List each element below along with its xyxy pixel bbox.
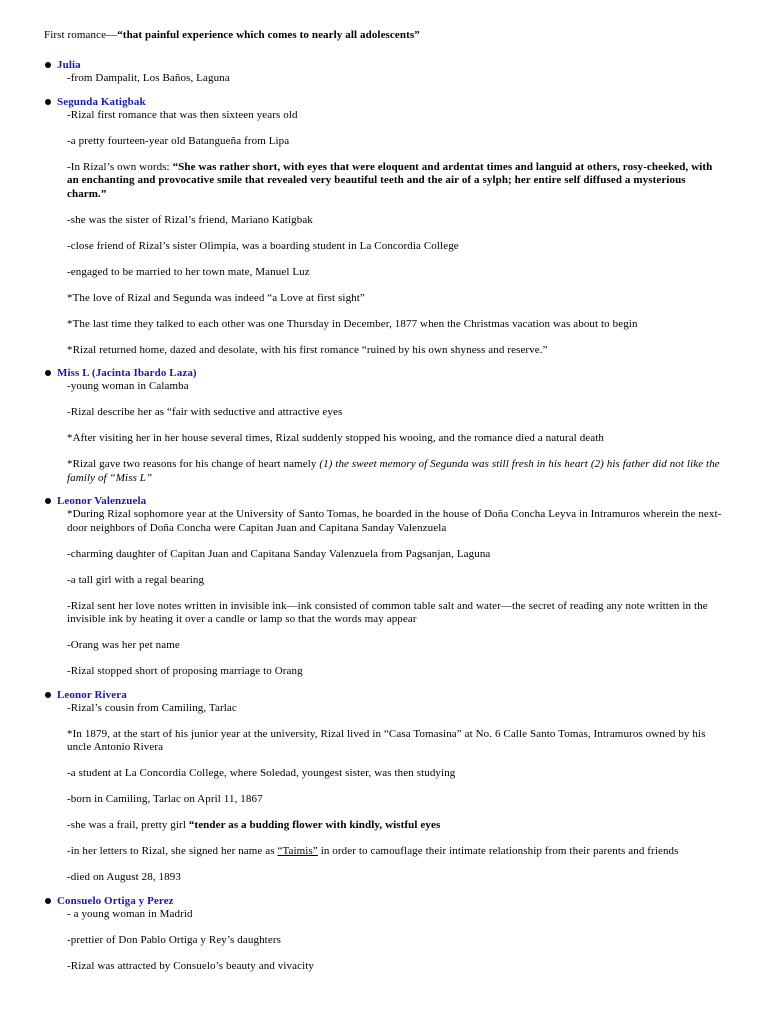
note-text: “Taimis” [277, 845, 318, 857]
note-line [67, 934, 724, 948]
note-line [67, 793, 724, 807]
note-line [67, 508, 724, 535]
note-text: *Rizal returned home, dazed and desolate, with his first romance “ruined by his own shyness and reserve.” [67, 343, 548, 356]
note-text: “tender as a budding flower with kindly, wistful eyes [188, 819, 441, 831]
person-heading [44, 894, 724, 908]
note-text: -a student at La Concordia College, where Soledad, youngest sister, was then studying [67, 767, 456, 779]
note-line [67, 292, 724, 306]
notes-list [44, 702, 724, 885]
note-line [67, 72, 724, 86]
person-section [44, 95, 724, 358]
note-line [67, 135, 724, 149]
person-name: Julia [57, 59, 81, 71]
note-text: (1) the sweet memory of Segunda was still fresh in his heart (2) his father did not like the family of “Miss L” [67, 458, 720, 484]
note-line [67, 432, 724, 446]
note-text: -In Rizal’s own words: [67, 160, 173, 173]
notes-list [44, 72, 724, 86]
note-text: -Rizal was attracted by Consuelo’s beauty and vivacity [67, 959, 315, 972]
person-name: Segunda Katigbak [57, 95, 146, 108]
person-heading [44, 366, 724, 380]
note-text: -close friend of Rizal’s sister Olimpia, was a boarding student in La Concordia College [67, 239, 459, 252]
intro-line [44, 28, 724, 42]
note-text: -Rizal describe her as “fair with seductive and attractive eyes [67, 406, 343, 418]
note-text: *The last time they talked to each other was one Thursday in December, 1877 when the Christmas vacation was about to begin [67, 317, 638, 330]
person-section [44, 688, 724, 885]
person-name: Leonor Valenzuela [57, 495, 147, 507]
note-line [67, 380, 724, 394]
note-text: -Rizal stopped short of proposing marriage to Orang [67, 665, 303, 677]
note-line [67, 574, 724, 588]
note-text: - a young woman in Madrid [67, 907, 193, 920]
note-text: -a tall girl with a regal bearing [67, 573, 205, 586]
person-name: Miss L (Jacinta Ibardo Laza) [57, 367, 197, 379]
notes-list [44, 109, 724, 358]
note-line [67, 600, 724, 627]
person-name: Leonor Rivera [57, 688, 127, 701]
notes-list [44, 508, 724, 679]
note-line [67, 458, 724, 485]
intro-quote: “that painful experience which comes to nearly all adolescents” [117, 29, 420, 41]
note-text: -she was the sister of Rizal’s friend, Mariano Katigbak [67, 213, 313, 226]
note-text: *In 1879, at the start of his junior year at the university, Rizal lived in “Casa Tomasina” at No. 6 Calle Santo Tomas, Intramuros owned by his uncle Antonio Rivera [67, 727, 706, 753]
note-line [67, 960, 724, 974]
bullet-icon [45, 898, 51, 904]
note-line [67, 266, 724, 280]
note-line [67, 845, 724, 859]
note-line [67, 819, 724, 833]
note-line [67, 702, 724, 716]
note-line [67, 665, 724, 679]
note-line [67, 639, 724, 653]
note-line [67, 728, 724, 755]
person-section [44, 494, 724, 679]
bullet-icon [45, 692, 51, 698]
note-text: -Rizal first romance that was then sixteen years old [67, 108, 298, 121]
note-line [67, 109, 724, 123]
note-text: -Orang was her pet name [67, 639, 180, 651]
note-text: -Rizal sent her love notes written in invisible ink—ink consisted of common table salt and water—the secret of reading any note written in the invisible ink by heating it over a candle or lamp so that the words may appear [67, 599, 708, 625]
note-line [67, 318, 724, 332]
bullet-icon [45, 498, 51, 504]
note-line [67, 214, 724, 228]
note-text: *The love of Rizal and Segunda was indeed “a Love at first sight” [67, 291, 365, 304]
person-name: Consuelo Ortiga y Perez [57, 894, 174, 907]
note-line [67, 161, 724, 202]
people-list [44, 58, 724, 973]
note-text: -died on August 28, 1893 [67, 871, 181, 883]
note-line [67, 908, 724, 922]
note-text: -she was a frail, pretty girl [67, 819, 189, 831]
note-line [67, 871, 724, 885]
person-heading [44, 494, 724, 508]
note-text: *During Rizal sophomore year at the University of Santo Tomas, he boarded in the house of Doña Concha Leyva in Intramuros wherein the next-door neighbors of Doña Concha were Capitan Juan and Capitana Sanday Valenzuela [67, 508, 722, 534]
note-text: “She was rather short, with eyes that were eloquent and ardentat times and languid at others, rosy-cheeked, with an enchanting and provocative smile that revealed very beautiful teeth and the air of a sylph; her entire self diffused a mysterious charm.” [67, 160, 713, 200]
note-line [67, 240, 724, 254]
bullet-icon [45, 370, 51, 376]
note-text: -charming daughter of Capitan Juan and Capitana Sanday Valenzuela from Pagsanjan, Laguna [67, 547, 491, 560]
person-section [44, 58, 724, 86]
document-page [44, 28, 724, 982]
note-text: -Rizal’s cousin from Camiling, Tarlac [67, 701, 237, 714]
note-text: -in her letters to Rizal, she signed her name as [67, 845, 278, 857]
note-text: -from Dampalit, Los Baños, Laguna [67, 72, 230, 84]
note-line [67, 767, 724, 781]
person-heading [44, 95, 724, 109]
note-line [67, 406, 724, 420]
notes-list [44, 908, 724, 974]
note-text: *Rizal gave two reasons for his change of heart namely [67, 458, 320, 470]
note-text: -prettier of Don Pablo Ortiga y Rey’s daughters [67, 933, 281, 946]
notes-list [44, 380, 724, 485]
note-line [67, 548, 724, 562]
person-section [44, 366, 724, 485]
note-text: -engaged to be married to her town mate, Manuel Luz [67, 265, 310, 278]
person-section [44, 894, 724, 974]
bullet-icon [45, 62, 51, 68]
person-heading [44, 688, 724, 702]
note-text: in order to camouflage their intimate relationship from their parents and friends [317, 845, 679, 857]
note-text: -young woman in Calamba [67, 380, 189, 392]
intro-prefix: First romance— [44, 29, 118, 41]
note-text: -born in Camiling, Tarlac on April 11, 1867 [67, 793, 263, 805]
bullet-icon [45, 99, 51, 105]
note-text: -a pretty fourteen-year old Batangueña from Lipa [67, 134, 290, 147]
person-heading [44, 58, 724, 72]
note-text: *After visiting her in her house several times, Rizal suddenly stopped his wooing, and the romance died a natural death [67, 432, 605, 444]
note-line [67, 344, 724, 358]
